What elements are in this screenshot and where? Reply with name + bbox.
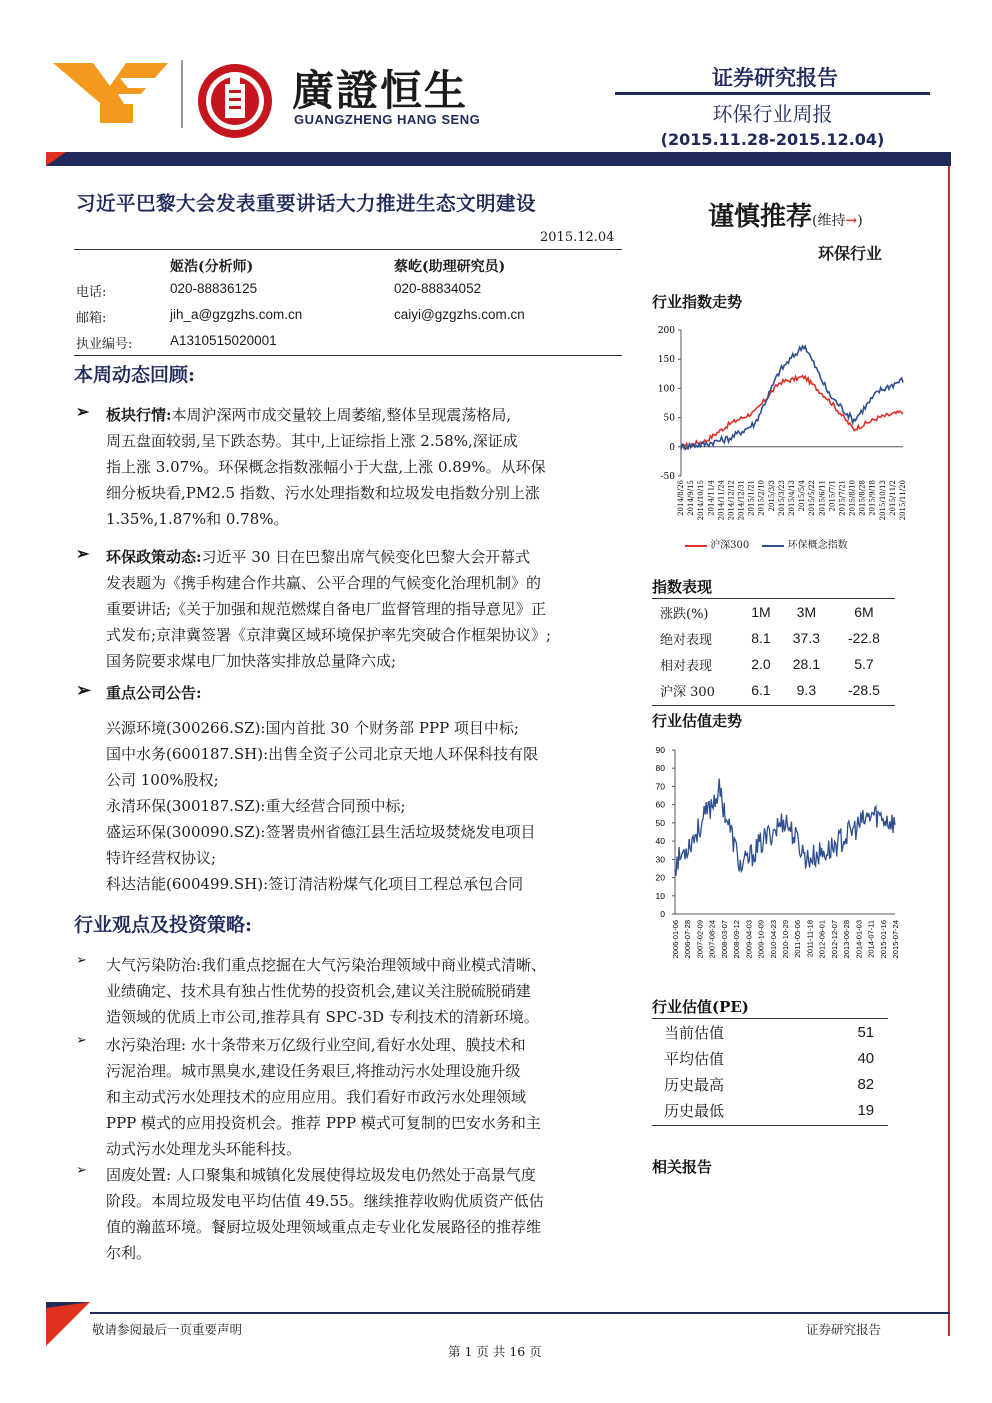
- x-tick-label: 2015/11/2: [888, 480, 897, 516]
- right-margin-line: [948, 166, 950, 1336]
- analyst-1-email[interactable]: jih_a@gzgzhs.com.cn: [170, 307, 303, 322]
- x-tick-label: 2015/2/10: [757, 480, 766, 516]
- table-row: [652, 1097, 888, 1123]
- text-line: 业绩确定、技术具有独占性优势的投资机会,建议关注脱硫脱硝建: [106, 982, 531, 1000]
- rating-close: ): [857, 213, 863, 229]
- logo-divider: [181, 60, 183, 128]
- y-tick-label: 50: [663, 413, 675, 424]
- solid-waste-paragraph: [106, 1162, 614, 1266]
- water-paragraph: [106, 1032, 614, 1162]
- text-line: 永清环保(300187.SZ):重大经营合同预中标;: [106, 797, 406, 815]
- perf-cell: 9.3: [796, 682, 817, 698]
- analyst-2-phone: 020-88834052: [394, 281, 482, 296]
- x-tick-label: 2011-05-06: [793, 920, 803, 958]
- text-line: 污泥治理。城市黑臭水,建设任务艰巨,将推动污水处理设施升级: [106, 1062, 521, 1080]
- x-tick-label: 2014-07-11: [866, 920, 876, 958]
- x-tick-label: 2014/10/15: [697, 480, 706, 521]
- y-tick-label: 40: [655, 836, 665, 847]
- perf-row-label: 沪深 300: [660, 684, 715, 700]
- footer-accent-navy: [46, 1302, 90, 1308]
- pe-series-line: [675, 779, 895, 876]
- bullet-arrow-icon: ➢: [76, 953, 87, 968]
- perf-cell: 8.1: [751, 630, 771, 646]
- text-line: 固废处置: 人口聚集和城镇化发展使得垃圾发电仍然处于高景气度: [106, 1166, 536, 1184]
- company-logo: [48, 58, 178, 128]
- rating: [708, 196, 863, 233]
- pe-label: 历史最高: [664, 1075, 725, 1094]
- perf-cell: 6.1: [751, 682, 771, 698]
- x-tick-label: 2015/7/21: [838, 480, 847, 516]
- report-title: 习近平巴黎大会发表重要讲话大力推进生态文明建设: [76, 192, 537, 215]
- text-line: 盛运环保(300090.SZ):签署贵州省德江县生活垃圾焚烧发电项目: [106, 823, 536, 841]
- x-tick-label: 2015/11/20: [899, 480, 907, 521]
- bullet-arrow-icon: ➢: [76, 1033, 87, 1048]
- company-news-head: 重点公司公告:: [106, 684, 202, 702]
- x-tick-label: 2011-11-18: [805, 920, 815, 958]
- text-line: 公司 100%股权;: [106, 771, 219, 789]
- perf-title: 指数表现: [652, 578, 713, 596]
- market-head: 板块行情:: [106, 406, 172, 424]
- perf-cell: 5.7: [854, 656, 874, 672]
- perf-table: [652, 599, 895, 703]
- x-tick-label: 2014/8/26: [677, 480, 685, 516]
- perf-row-label: 绝对表现: [660, 632, 713, 648]
- x-tick-label: 2015/6/11: [818, 480, 827, 516]
- pe-label: 当前估值: [664, 1023, 725, 1042]
- perf-cell: -22.8: [847, 630, 880, 646]
- header-band: [46, 152, 951, 166]
- pe-chart-title: 行业估值走势: [652, 712, 743, 730]
- text-line: 和主动式污水处理技术的应用应用。我们看好市政污水处理领域: [106, 1088, 527, 1106]
- x-tick-label: 2006-07-28: [683, 920, 693, 959]
- x-tick-label: 2010-10-29: [781, 920, 790, 959]
- y-tick-label: 150: [657, 355, 675, 366]
- table-row: [652, 677, 895, 703]
- x-tick-label: 2009-10-09: [756, 920, 766, 959]
- x-tick-label: 2015/10/13: [878, 480, 887, 521]
- y-tick-label: 60: [655, 799, 665, 810]
- text-line: PPP 模式的应用投资机会。推荐 PPP 模式可复制的巴安水务和主: [106, 1114, 541, 1132]
- text-line: 尔利。: [106, 1244, 152, 1262]
- analyst-1-phone: 020-88836125: [170, 281, 258, 296]
- rating-industry: 环保行业: [818, 244, 883, 263]
- y-tick-label: 10: [655, 890, 665, 901]
- x-tick-label: 2014/11/24: [717, 480, 726, 521]
- mail-label: 邮箱:: [76, 311, 107, 326]
- perf-header-cell: 6M: [854, 604, 874, 620]
- index-legend: [685, 536, 915, 551]
- title-rule: [74, 249, 622, 250]
- text-line: 造领域的优质上市公司,推荐具有 SPC-3D 专利技术的清新环境。: [106, 1008, 539, 1026]
- x-tick-label: 2015/3/23: [777, 480, 786, 516]
- index-chart-title: 行业指数走势: [652, 293, 743, 311]
- perf-cell: 2.0: [751, 656, 771, 672]
- x-tick-label: 2012-12-07: [829, 920, 839, 959]
- pe-table-title: 行业估值(PE): [652, 998, 749, 1016]
- x-tick-label: 2015/9/18: [868, 480, 877, 516]
- legend-env: 环保概念指数: [787, 540, 848, 551]
- rating-main: 谨慎推荐: [708, 202, 813, 232]
- legend-swatch-env: [762, 545, 784, 547]
- x-tick-label: 2015/3/3: [767, 480, 776, 512]
- header-rule: [615, 92, 930, 95]
- text-line: 式发布;京津冀签署《京津冀区域环境保护率先突破合作框架协议》;: [106, 626, 552, 644]
- table-row: [652, 1071, 888, 1097]
- index-chart: [645, 318, 910, 558]
- text-line: 指上涨 3.07%。环保概念指数涨幅小于大盘,上涨 0.89%。从环保: [106, 458, 546, 476]
- report-kind: 证券研究报告: [712, 66, 838, 90]
- perf-header-cell: 1M: [751, 604, 771, 620]
- text-line: 1.35%,1.87%和 0.78%。: [106, 510, 289, 528]
- series-hs300-line: [681, 376, 903, 448]
- pe-value: 19: [857, 1101, 875, 1119]
- x-tick-label: 2009-04-03: [744, 920, 754, 959]
- x-tick-label: 2015-07-24: [891, 920, 900, 959]
- perf-header-cell: 3M: [796, 604, 817, 620]
- pe-value: 82: [857, 1075, 875, 1093]
- bullet-arrow-icon: ➢: [76, 1163, 87, 1178]
- pe-value: 40: [857, 1049, 875, 1067]
- footer-disclaimer[interactable]: 敬请参阅最后一页重要声明: [92, 1322, 243, 1337]
- series-env-line: [681, 346, 903, 449]
- pe-value: 51: [857, 1023, 875, 1041]
- pe-chart: [645, 738, 900, 983]
- perf-cell: 37.3: [792, 630, 820, 646]
- text-line: 细分板块看,PM2.5 指数、污水处理指数和垃圾发电指数分别上涨: [106, 484, 540, 502]
- x-tick-label: 2007-02-09: [695, 920, 705, 959]
- policy-head: 环保政策动态:: [106, 548, 202, 566]
- x-tick-label: 2013-06-28: [842, 920, 852, 959]
- x-tick-label: 2015/5/22: [808, 480, 817, 516]
- related-reports-title: 相关报告: [652, 1158, 713, 1176]
- brand-name: 廣證恒生: [292, 66, 469, 115]
- policy-paragraph: [106, 544, 614, 674]
- x-tick-label: 2015/1/21: [747, 480, 756, 516]
- text-line: 阶段。本周垃圾发电平均估值 49.55。继续推荐收购优质资产低估: [106, 1192, 544, 1210]
- y-tick-label: 200: [657, 326, 675, 336]
- market-paragraph: [106, 402, 614, 532]
- x-tick-label: 2012-06-01: [817, 920, 827, 959]
- text-line: 动式污水处理龙头环能科技。: [106, 1140, 302, 1158]
- x-tick-label: 2010-04-23: [768, 920, 778, 959]
- x-tick-label: 2014-01-03: [854, 920, 864, 959]
- x-tick-label: 2008-03-07: [719, 920, 729, 959]
- text-line: 特许经营权协议;: [106, 849, 217, 867]
- rating-arrow-icon: →: [845, 213, 858, 229]
- perf-cell: 28.1: [792, 656, 820, 672]
- y-tick-label: 30: [655, 854, 665, 865]
- bullet-arrow-icon: ➢: [76, 544, 90, 563]
- perf-cell: -28.5: [847, 682, 880, 698]
- x-tick-label: 2015/4/13: [788, 480, 796, 516]
- x-tick-label: 2015/8/10: [848, 480, 857, 516]
- y-tick-label: 80: [655, 763, 665, 774]
- rating-sub: (维持: [812, 213, 846, 229]
- text-line: 重要讲话;《关于加强和规范燃煤自备电厂监督管理的指导意见》正: [106, 600, 547, 618]
- bullet-arrow-icon: ➢: [76, 680, 92, 701]
- y-tick-label: 100: [657, 384, 675, 395]
- cert-label: 执业编号:: [76, 337, 133, 352]
- table-row: [652, 1045, 888, 1071]
- section-strategy: 行业观点及投资策略:: [74, 914, 253, 936]
- legend-swatch-hs300: [685, 545, 707, 547]
- text-line: 值的瀚蓝环境。餐厨垃圾处理领域重点走专业化发展路径的推荐维: [106, 1218, 542, 1236]
- text-line: 科达洁能(600499.SH):签订清洁粉煤气化项目工程总承包合同: [106, 875, 524, 893]
- footer-accent: [46, 1302, 90, 1346]
- table-row: [652, 625, 895, 651]
- report-date: 2015.12.04: [540, 230, 615, 245]
- brand-english: GUANGZHENG HANG SENG: [294, 112, 481, 127]
- analyst-1-cert: A1310515020001: [170, 333, 277, 348]
- authors-rule: [74, 355, 622, 356]
- company-news-list: [106, 715, 614, 897]
- analyst-2-email[interactable]: caiyi@gzgzhs.com.cn: [394, 307, 525, 322]
- text-line: 习近平 30 日在巴黎出席气候变化巴黎大会开幕式: [201, 548, 531, 566]
- perf-header-cell: 涨跌(%): [660, 606, 709, 622]
- section-weekly-review: 本周动态回顾:: [74, 364, 196, 386]
- footer-rule: [90, 1312, 950, 1314]
- x-tick-label: 2015/5/4: [798, 480, 807, 512]
- pe-table: [652, 1019, 888, 1123]
- pe-rule-bottom: [652, 1125, 888, 1126]
- header-band-accent: [46, 152, 66, 166]
- perf-row-label: 相对表现: [660, 658, 713, 674]
- report-subtitle: 环保行业周报: [712, 102, 833, 126]
- y-tick-label: 20: [655, 872, 665, 883]
- bullet-arrow-icon: ➢: [76, 402, 90, 421]
- y-tick-label: 0: [669, 442, 675, 453]
- text-line: 国务院要求煤电厂加快落实排放总量降六成;: [106, 652, 397, 670]
- table-row: [652, 599, 895, 625]
- x-tick-label: 2014/11/4: [707, 480, 716, 516]
- text-line: 周五盘面较弱,呈下跌态势。其中,上证综指上涨 2.58%,深证成: [106, 432, 518, 450]
- y-tick-label: 70: [655, 781, 665, 792]
- pe-label: 平均估值: [664, 1049, 725, 1068]
- text-line: 水污染治理: 水十条带来万亿级行业空间,看好水处理、膜技术和: [106, 1036, 526, 1054]
- footer-report-kind: 证券研究报告: [806, 1322, 882, 1337]
- analyst-1-name: 姬浩(分析师): [170, 259, 254, 275]
- x-tick-label: 2006-01-06: [671, 920, 680, 959]
- text-line: 国中水务(600187.SH):出售全资子公司北京天地人环保科技有限: [106, 745, 539, 763]
- text-line: 兴源环境(300266.SZ):国内首批 30 个财务部 PPP 项目中标;: [106, 719, 519, 737]
- table-row: [652, 1019, 888, 1045]
- phone-label: 电话:: [76, 285, 107, 300]
- text-line: 大气污染防治:我们重点挖掘在大气污染治理领域中商业模式清晰、: [106, 956, 547, 974]
- report-period: (2015.11.28-2015.12.04): [660, 130, 885, 149]
- text-line: 本周沪深两市成交量较上周萎缩,整体呈现震荡格局,: [171, 406, 512, 424]
- x-tick-label: 2015/7/1: [828, 480, 837, 512]
- x-tick-label: 2008-09-12: [732, 920, 742, 959]
- air-paragraph: [106, 952, 614, 1030]
- analyst-2-name: 蔡屹(助理研究员): [394, 259, 506, 275]
- seal-logo: [196, 62, 274, 140]
- text-line: 发表题为《携手构建合作共赢、公平合理的气候变化治理机制》的: [106, 574, 542, 592]
- x-tick-label: 2007-08-24: [707, 920, 717, 959]
- x-tick-label: 2014/9/15: [687, 480, 696, 516]
- legend-hs300: 沪深300: [710, 540, 750, 551]
- y-tick-label: -50: [660, 472, 675, 482]
- perf-rule-bottom: [652, 705, 895, 706]
- page-number: 第 1 页 共 16 页: [448, 1344, 542, 1359]
- x-tick-label: 2014/12/12: [727, 480, 736, 521]
- pe-label: 历史最低: [664, 1101, 725, 1120]
- table-row: [652, 651, 895, 677]
- y-tick-label: 90: [655, 745, 665, 755]
- x-tick-label: 2015/8/28: [858, 480, 867, 516]
- x-tick-label: 2014/12/31: [737, 480, 746, 521]
- x-tick-label: 2015-01-16: [878, 920, 888, 959]
- y-tick-label: 0: [660, 909, 665, 919]
- y-tick-label: 50: [655, 817, 665, 828]
